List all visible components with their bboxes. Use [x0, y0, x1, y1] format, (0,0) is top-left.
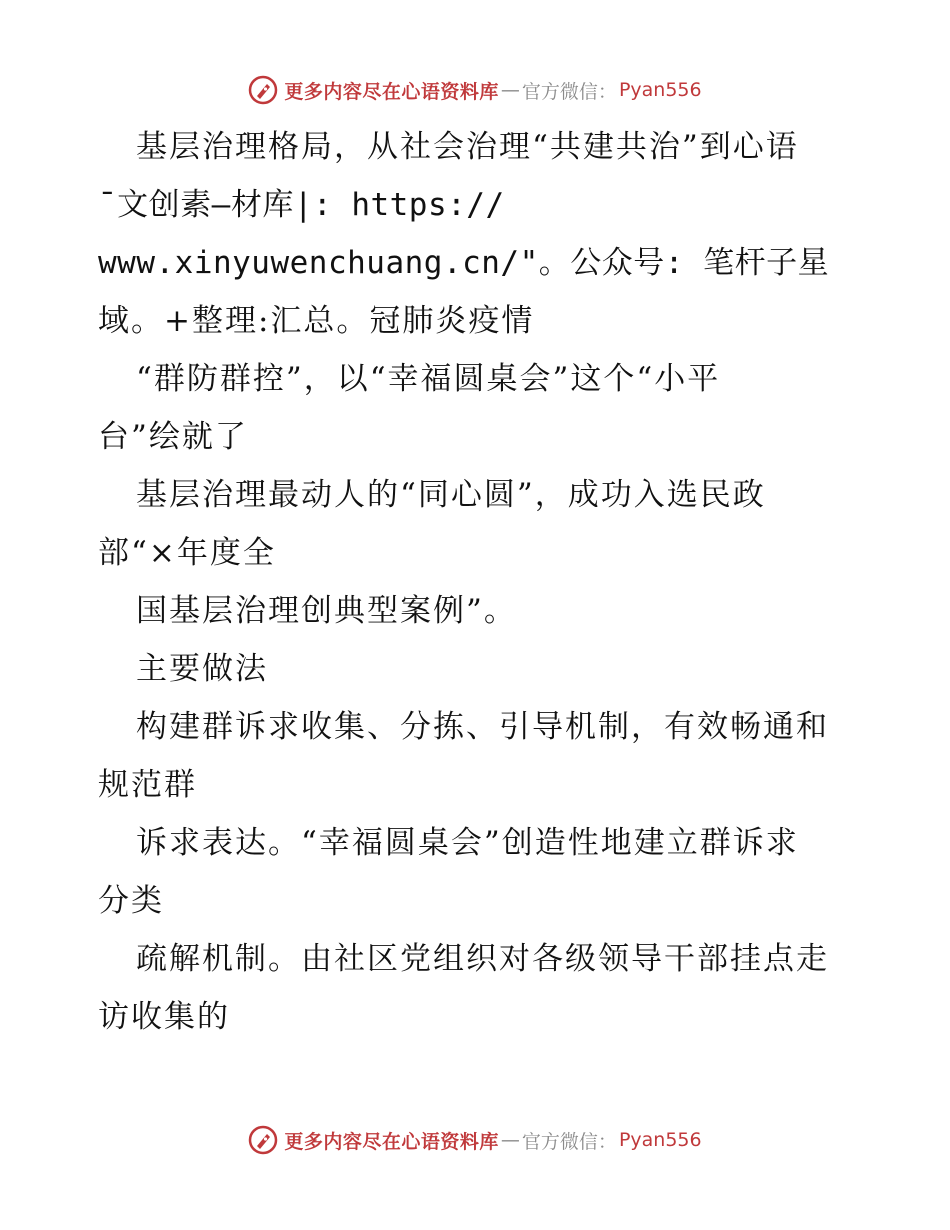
pen-nib-logo-icon [248, 1125, 278, 1155]
document-body [98, 118, 858, 1046]
pen-nib-logo-icon [248, 75, 278, 105]
text-line: 台”绘就了 [98, 419, 248, 455]
text-line: 规范群 [98, 767, 197, 803]
watermark-separator: — [500, 79, 520, 101]
text-line: 分类 [98, 883, 164, 919]
text-line: 部“×年度全 [98, 535, 276, 571]
text-line: 基层治理最动人的“同心圆”，成功入选民政 [136, 477, 766, 513]
watermark-library-text: 更多内容尽在心语资料库 [284, 80, 499, 103]
watermark-wechat-label: 官方微信： [521, 80, 617, 103]
text-line: www.xinyuwenchuang.cn/"。公众号: 笔杆子星 [98, 245, 830, 281]
text-line: 诉求表达。“幸福圆桌会”创造性地建立群诉求 [136, 825, 799, 861]
text-line: ¯文创素—材库|: https:// [98, 187, 505, 223]
text-line: 疏解机制。由社区党组织对各级领导干部挂点走 [136, 941, 829, 977]
text-line: 访收集的 [98, 999, 230, 1035]
watermark-library-text: 更多内容尽在心语资料库 [284, 1130, 499, 1153]
watermark-wechat-label: 官方微信： [521, 1130, 617, 1153]
header-watermark [0, 70, 950, 110]
text-line: 域。+整理:汇总。冠肺炎疫情 [98, 303, 535, 339]
text-line: 构建群诉求收集、分拣、引导机制，有效畅通和 [136, 709, 829, 745]
watermark-separator: — [500, 1129, 520, 1151]
section-heading: 主要做法 [136, 651, 268, 687]
watermark-wechat-id: Pyan556 [618, 79, 702, 101]
text-line: “群防群控”，以“幸福圆桌会”这个“小平 [136, 361, 721, 397]
text-line: 基层治理格局，从社会治理“共建共治”到心语 [136, 129, 799, 165]
watermark-wechat-id: Pyan556 [618, 1129, 702, 1151]
footer-watermark [0, 1120, 950, 1160]
text-line: 国基层治理创典型案例”。 [136, 593, 517, 629]
